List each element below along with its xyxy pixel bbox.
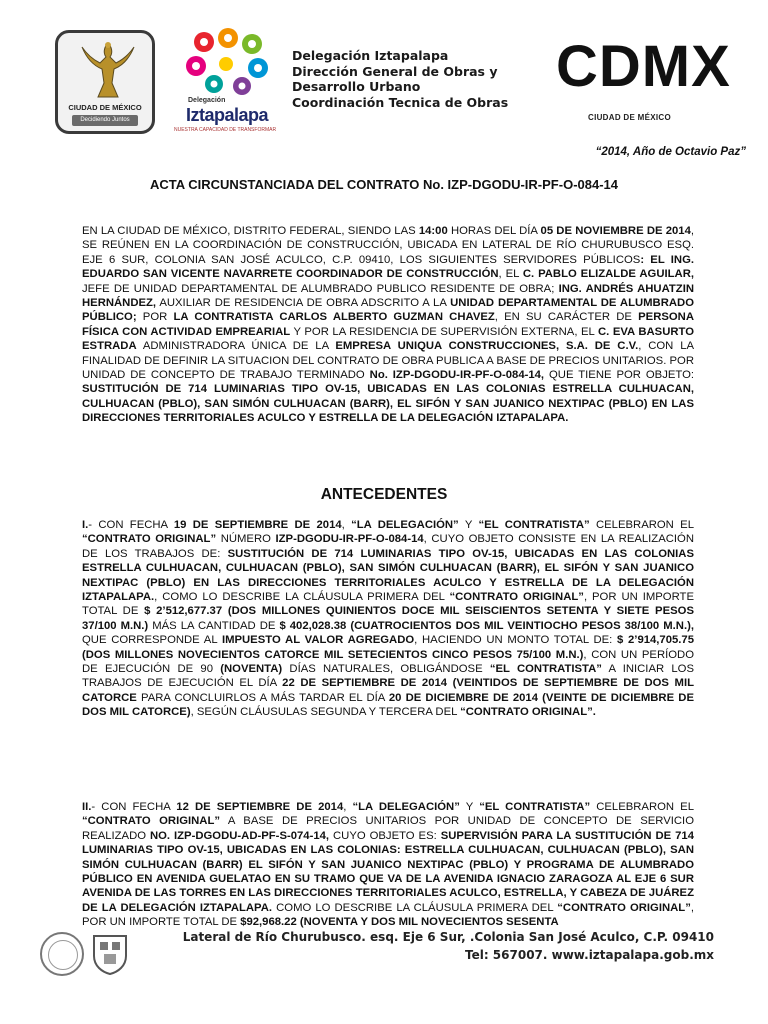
text-run: , xyxy=(341,519,352,531)
text-run: NO. IZP-DGODU-AD-PF-S-074-14, xyxy=(149,829,330,842)
cdmx-seal-logo xyxy=(55,30,155,134)
text-run: , POR UN IMPORTE TOTAL DE xyxy=(82,901,694,929)
coat-of-arms-icon xyxy=(90,932,130,976)
text-run: , HACIENDO UN MONTO TOTAL DE: xyxy=(414,634,618,647)
text-run: IZP-DGODU-IR-PF-O-084-14 xyxy=(275,533,424,546)
header-line: Coordinación Tecnica de Obras xyxy=(292,94,509,110)
footer-contact: Tel: 567007. www.iztapalapa.gob.mx xyxy=(464,948,714,962)
text-run: - CON FECHA xyxy=(88,519,174,531)
text-run: EMPRESA UNIQUA CONSTRUCCIONES, S.A. DE C.V. xyxy=(335,340,639,353)
iztapalapa-logo xyxy=(168,26,280,141)
text-run: CUYO OBJETO ES: xyxy=(329,829,441,842)
text-run: “LA DELEGACIÓN” xyxy=(352,801,460,813)
logo-tagline: NUESTRA CAPACIDAD DE TRANSFORMAR xyxy=(174,127,277,133)
text-run: Y xyxy=(458,519,479,531)
city-seal-icon xyxy=(40,932,84,976)
brand-city: CIUDAD DE MÉXICO xyxy=(588,113,672,122)
text-run: CELEBRARON EL xyxy=(590,801,694,813)
text-run: C. PABLO ELIZALDE AGUILAR, xyxy=(522,268,694,281)
angel-statue-icon xyxy=(80,39,136,101)
antecedent-paragraph-2 xyxy=(82,800,694,929)
section-title: ANTECEDENTES xyxy=(320,486,448,503)
text-run: NÚMERO xyxy=(216,533,276,546)
text-run: II. xyxy=(82,801,92,813)
text-run: “CONTRATO ORIGINAL” xyxy=(557,901,691,914)
text-run: I. xyxy=(82,519,89,531)
text-run: CELEBRARON EL xyxy=(589,519,694,531)
text-run: LA CONTRATISTA CARLOS ALBERTO GUZMAN CHAVEZ xyxy=(173,311,495,324)
text-run: “CONTRATO ORIGINAL” xyxy=(82,533,217,546)
text-run: AUXILIAR DE RESIDENCIA DE OBRA ADSCRITO A LA xyxy=(156,297,451,310)
text-run: , SE REÚNEN EN LA COORDINACIÓN DE CONSTRUCCIÓN, UBICADA EN LATERAL DE RÍO CHURUBUSCO ESQ. EJE 6 SUR, COLONIA SAN JOSÉ ACULCO, C.P. 09410, LOS SIGUIENTES SERVIDORES PÚBLICOS xyxy=(82,225,694,266)
text-run: 22 DE SEPTIEMBRE DE 2014 (VEINTIDOS DE SEPTIEMBRE DE DOS MIL CATORCE xyxy=(82,677,694,704)
text-run: , EN SU CARÁCTER DE xyxy=(494,311,639,324)
brand-word: CDMX xyxy=(556,34,731,99)
text-run: - CON FECHA xyxy=(91,801,177,813)
text-run: POR xyxy=(136,311,174,324)
text-run: C. EVA BASURTO ESTRADA xyxy=(82,325,694,353)
text-run: QUE TIENE POR OBJETO: xyxy=(544,369,695,382)
text-run: , CUYO OBJETO CONSISTE EN LA REALIZACIÓN DE LOS TRABAJOS DE: xyxy=(82,533,694,560)
text-run: 20 DE DICIEMBRE DE 2014 (VEINTE DE DICIEMBRE DE DOS MIL CATORCE) xyxy=(82,691,694,719)
text-run: “CONTRATO ORIGINAL”. xyxy=(460,706,596,719)
text-run: “LA DELEGACIÓN” xyxy=(351,519,459,531)
text-run: Y xyxy=(459,801,480,813)
logo-big-text: Iztapalapa xyxy=(186,105,269,125)
text-run: “CONTRATO ORIGINAL” xyxy=(82,815,220,828)
text-run: 12 DE SEPTIEMBRE DE 2014 xyxy=(176,801,344,813)
antecedent-paragraph-1 xyxy=(82,518,694,720)
seal-tagline: Decidiendo Juntos xyxy=(72,115,138,126)
text-run: $ 402,028.38 (CUATROCIENTOS DOS MIL VEINTIOCHO PESOS 38/100 M.N.), xyxy=(279,619,694,632)
text-run: 14:00 xyxy=(418,225,448,237)
text-run: COMO LO DESCRIBE LA CLÁUSULA PRIMERA DEL xyxy=(272,901,558,914)
text-run: “CONTRATO ORIGINAL” xyxy=(449,591,584,604)
text-run: $92,968.22 (NOVENTA Y DOS MIL NOVECIENTOS SESENTA xyxy=(240,916,559,929)
header-line: Dirección General de Obras y xyxy=(292,63,498,79)
year-motto: “2014, Año de Octavio Paz” xyxy=(595,146,746,158)
text-run: , COMO LO DESCRIBE LA CLÁUSULA PRIMERA DEL xyxy=(154,591,450,604)
intro-paragraph xyxy=(82,224,694,426)
text-run: SUSTITUCIÓN DE 714 LUMINARIAS TIPO OV-15, UBICADAS EN LAS COLONIAS ESTRELLA CULHUACAN, CULHUACAN (PBLO), SAN SIMÓN CULHUACAN (BARR), EL SIFÓN Y SAN JUANICO NEXTIPAC (PBLO) EN LAS DIRECCIONES TERRITORIALES ACULCO Y ESTRELLA DE LA DELEGACIÓN IZTAPALAPA. xyxy=(82,547,694,604)
text-run: , SEGÚN CLÁUSULAS SEGUNDA Y TERCERA DEL xyxy=(190,706,461,719)
text-run: SUSTITUCIÓN DE 714 LUMINARIAS TIPO OV-15, UBICADAS EN LAS COLONIAS ESTRELLA CULHUACAN, CULHUACAN (PBLO), SAN SIMÓN CULHUACAN (BARR), EL SIFÓN Y SAN JUANICO NEXTIPAC (PBLO) EN LAS DIRECCIONES TERRITORIALES ACULCO Y ESTRELLA DE LA DELEGACIÓN IZTAPALAPA. xyxy=(82,383,694,425)
text-run: IMPUESTO AL VALOR AGREGADO xyxy=(221,634,415,647)
text-run: , xyxy=(343,801,353,813)
text-run: No. IZP-DGODU-IR-PF-O-084-14, xyxy=(369,369,545,382)
text-run: PARA CONCLUIRLOS A MÁS TARDAR EL DÍA xyxy=(136,691,389,704)
text-run: “EL CONTRATISTA” xyxy=(479,801,591,813)
text-run: , EL xyxy=(498,268,523,281)
footer-address: Lateral de Río Churubusco. esq. Eje 6 Sur, .Colonia San José Aculco, C.P. 09410 xyxy=(182,930,714,944)
text-run: 19 DE SEPTIEMBRE DE 2014 xyxy=(173,519,342,531)
text-run: JEFE DE UNIDAD DEPARTAMENTAL DE ALUMBRADO PUBLICO RESIDENTE DE OBRA; xyxy=(82,282,559,295)
colorful-flower-icon xyxy=(168,26,280,98)
text-run: $ 2’512,677.37 (DOS MILLONES QUINIENTOS DOCE MIL SEISCIENTOS SETENTA Y SIETE PESOS 37/100 M.N.) xyxy=(82,605,694,632)
text-run: EN LA CIUDAD DE MÉXICO, DISTRITO FEDERAL, SIENDO LAS xyxy=(82,225,419,237)
logo-small-text: Delegación xyxy=(188,97,226,104)
text-run: SUPERVISIÓN PARA LA SUSTITUCIÓN DE 714 LUMINARIAS TIPO OV-15, UBICADAS EN LAS COLONIAS: ESTRELLA CULHUACAN, CULHUACAN (PBLO), SAN SIMÓN CULHUACAN (BARR) EL SIFÓN Y SAN JUANICO NEXTIPAC (PBLO) Y PROGRAMA DE ALUMBRADO PÚBLICO EN AVENIDA GUELATAO EN SU TRAMO QUE VA DE LA AVENIDA IGNACIO ZARAGOZA AL EJE 6 SUR AVENIDA DE LAS TORRES EN LAS DIRECCIONES TERRITORIALES ACULCO, ESTRELLA, Y CABEZA DE JUÁREZ DE LA DELEGACIÓN IZTAPALAPA. xyxy=(82,829,694,914)
text-run: Y POR LA RESIDENCIA DE SUPERVISIÓN EXTERNA, EL xyxy=(290,325,598,338)
text-run: 05 DE NOVIEMBRE DE 2014 xyxy=(540,225,691,237)
cdmx-brand-logo xyxy=(556,34,731,132)
text-run: ING. EDUARDO SAN VICENTE NAVARRETE COORDINADOR DE CONSTRUCCIÓN xyxy=(82,253,694,281)
header-line: Desarrollo Urbano xyxy=(292,79,421,94)
text-run: (NOVENTA) xyxy=(220,663,283,676)
text-run: , CON LA FINALIDAD DE DEFINIR LA SITUACION DEL CONTRATO DE OBRA PUBLICA A BASE DE PRECIOS UNITARIOS. POR UNIDAD DE CONCEPTO DE TRABAJO TERMINADO xyxy=(82,340,695,382)
text-run: MÁS LA CANTIDAD DE xyxy=(148,619,280,632)
text-run: , CON UN PERÍODO DE EJECUCIÓN DE 90 xyxy=(82,648,694,676)
header-text xyxy=(292,48,508,110)
text-run: ADMINISTRADORA ÚNICA DE LA xyxy=(136,340,336,353)
text-run: “EL CONTRATISTA” xyxy=(478,519,590,531)
text-run: DÍAS NATURALES, OBLIGÁNDOSE xyxy=(282,663,490,676)
text-run: A BASE DE PRECIOS UNITARIOS POR UNIDAD DE CONCEPTO DE SERVICIO REALIZADO xyxy=(82,815,694,842)
document-title: ACTA CIRCUNSTANCIADA DEL CONTRATO No. IZP-DGODU-IR-PF-O-084-14 xyxy=(150,177,618,192)
seal-name: CIUDAD DE MÉXICO xyxy=(68,103,142,112)
text-run: QUE CORRESPONDE AL xyxy=(82,634,222,647)
text-run: UNIDAD DEPARTAMENTAL DE ALUMBRADO PÚBLICO; xyxy=(82,297,694,324)
text-run: , POR UN IMPORTE TOTAL DE xyxy=(82,591,694,618)
text-run: “EL CONTRATISTA” xyxy=(489,663,602,676)
header-line: Delegación Iztapalapa xyxy=(292,48,449,63)
text-run: A INICIAR LOS TRABAJOS DE EJECUCIÓN EL DÍA xyxy=(82,663,694,690)
text-run: HORAS DEL DÍA xyxy=(447,225,541,237)
text-run: : EL xyxy=(640,253,671,266)
text-run: PERSONA FÍSICA CON ACTIVIDAD EMPREARIAL xyxy=(82,311,694,338)
text-run: $ 2’914,705.75 (DOS MILLONES NOVECIENTOS CATORCE MIL SETECIENTOS CINCO PESOS 75/100 M.N.) xyxy=(82,634,694,661)
text-run: ING. ANDRÉS AHUATZIN HERNÁNDEZ, xyxy=(82,282,694,310)
